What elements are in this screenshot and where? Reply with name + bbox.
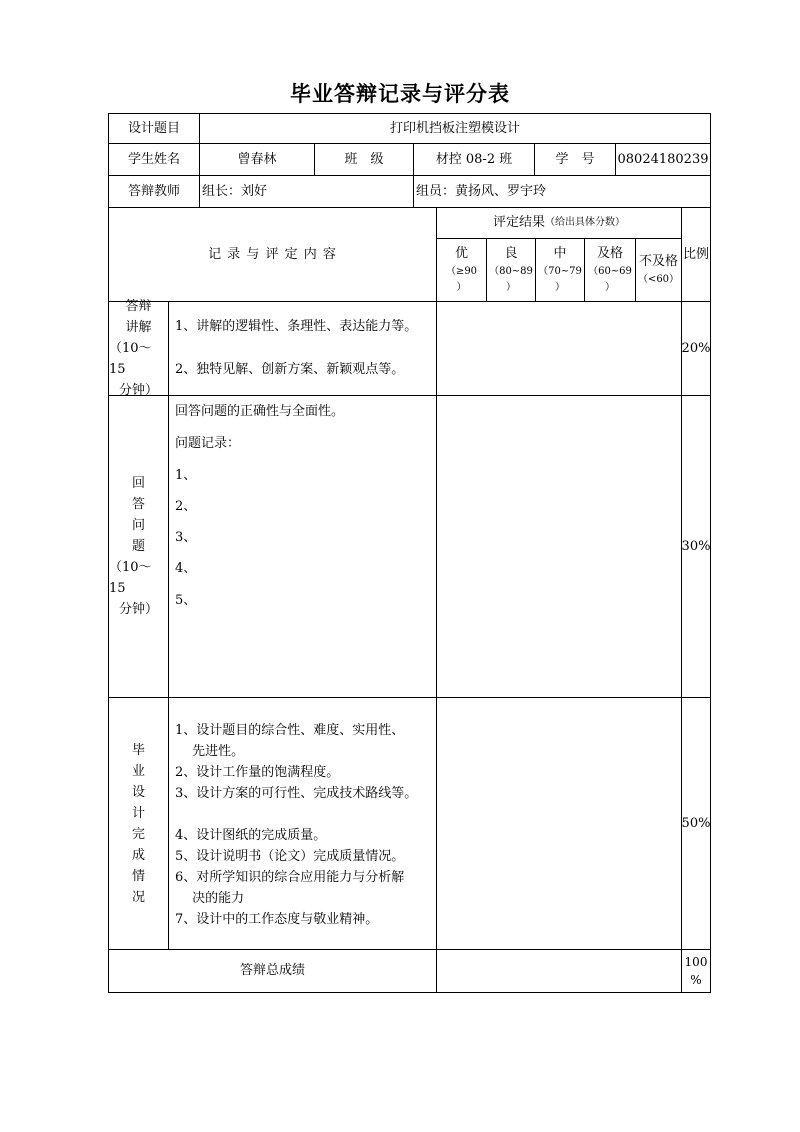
lecture-criteria <box>168 301 437 396</box>
label-line: 回 <box>131 476 145 491</box>
ratio-header: 比例 <box>681 207 711 302</box>
lecture-label <box>108 301 169 396</box>
answer-label <box>108 395 169 698</box>
label-line: 情 <box>131 868 145 884</box>
grade-medium <box>535 238 585 302</box>
class-value: 材控 08-2 班 <box>413 143 535 176</box>
grade-name: 中 <box>553 246 567 262</box>
topic-value: 打印机挡板注塑模设计 <box>199 113 711 144</box>
question-line: 5、 <box>175 593 197 608</box>
topic-label: 设计题目 <box>108 113 200 144</box>
answer-criteria <box>168 395 437 698</box>
design-label <box>108 697 169 950</box>
design-score <box>436 697 682 950</box>
id-value: 08024180239 <box>615 143 711 176</box>
question-line: 4、 <box>175 561 197 576</box>
design-ratio: 50% <box>681 697 711 950</box>
grade-name: 不及格 <box>638 254 678 270</box>
criteria-item: 4、设计图纸的完成质量。 <box>175 828 327 843</box>
design-criteria <box>168 697 437 950</box>
total-label: 答辩总成绩 <box>108 949 437 993</box>
result-note: （给出具体分数） <box>545 217 625 228</box>
grade-range-end: ） <box>506 281 516 293</box>
grade-name: 及格 <box>596 246 623 262</box>
label-line: 业 <box>131 763 145 779</box>
label-line: 毕 <box>131 742 145 758</box>
label-line: 分钟） <box>118 602 158 617</box>
label-line: 况 <box>131 889 145 905</box>
id-label: 学 号 <box>534 143 616 176</box>
label-line: 计 <box>131 805 145 821</box>
grade-range: （60~69 <box>588 265 632 277</box>
label-line: 问 <box>131 518 145 533</box>
label-line: 完 <box>131 826 145 842</box>
criteria-item: 回答问题的正确性与全面性。 <box>175 404 345 419</box>
criteria-item: 1、设计题目的综合性、难度、实用性、 <box>175 723 405 738</box>
student-value: 曾春林 <box>199 143 315 176</box>
criteria-item: 5、设计说明书（论文）完成质量情况。 <box>175 849 405 864</box>
result-label: 评定结果 <box>492 215 545 231</box>
grade-range-end: ） <box>456 281 467 293</box>
criteria-item: 2、设计工作量的饱满程度。 <box>175 765 340 780</box>
lecture-score <box>436 301 682 396</box>
answer-ratio: 30% <box>681 395 711 698</box>
label-line: （10～15 <box>109 341 152 377</box>
grade-name: 良 <box>504 246 518 262</box>
criteria-item: 6、对所学知识的综合应用能力与分析解 <box>175 870 405 885</box>
criteria-item: 1、讲解的逻辑性、条理性、表达能力等。 <box>175 319 418 334</box>
result-header <box>436 207 682 239</box>
teacher-label: 答辩教师 <box>108 175 200 208</box>
grade-range: （≥90 <box>445 265 478 277</box>
label-line: （10～15 <box>109 560 152 596</box>
grade-range: （<60） <box>637 273 680 285</box>
total-ratio-unit: % <box>690 973 702 987</box>
question-line: 1、 <box>175 468 197 483</box>
grade-range: （80~89 <box>489 265 533 277</box>
class-label: 班 级 <box>314 143 414 176</box>
question-line: 2、 <box>175 499 197 514</box>
page-title: 毕业答辩记录与评分表 <box>290 82 510 106</box>
criteria-item: 2、独特见解、创新方案、新颖观点等。 <box>175 362 405 377</box>
answer-score <box>436 395 682 698</box>
group-members: 组员：黄扬风、罗宇玲 <box>413 175 711 208</box>
student-label: 学生姓名 <box>108 143 200 176</box>
total-ratio <box>681 949 711 993</box>
criteria-item-cont: 决的能力 <box>175 891 245 906</box>
total-ratio-value: 100 <box>684 954 708 969</box>
criteria-item-cont: 先进性。 <box>175 744 245 759</box>
grade-good <box>486 238 536 302</box>
label-line: 答 <box>131 497 145 512</box>
grade-excellent <box>436 238 487 302</box>
grade-pass <box>584 238 636 302</box>
grade-range: （70~79 <box>538 265 582 277</box>
group-leader: 组长：刘好 <box>199 175 414 208</box>
question-line: 3、 <box>175 530 197 545</box>
criteria-item: 7、设计中的工作态度与敬业精神。 <box>175 912 379 927</box>
criteria-item: 3、设计方案的可行性、完成技术路线等。 <box>175 786 418 801</box>
total-score <box>436 949 682 993</box>
grade-range-end: ） <box>555 281 565 293</box>
lecture-ratio: 20% <box>681 301 711 396</box>
grade-name: 优 <box>454 246 468 262</box>
label-line: 讲解 <box>125 320 152 335</box>
content-header: 记 录 与 评 定 内 容 <box>108 207 437 302</box>
label-line: 答辩 <box>125 299 152 314</box>
label-line: 成 <box>131 847 145 863</box>
label-line: 设 <box>131 784 145 800</box>
grade-fail <box>635 238 682 302</box>
label-line: 分钟） <box>118 383 158 398</box>
question-record-label: 问题记录： <box>175 436 241 451</box>
grade-range-end: ） <box>605 281 615 293</box>
label-line: 题 <box>131 539 145 554</box>
